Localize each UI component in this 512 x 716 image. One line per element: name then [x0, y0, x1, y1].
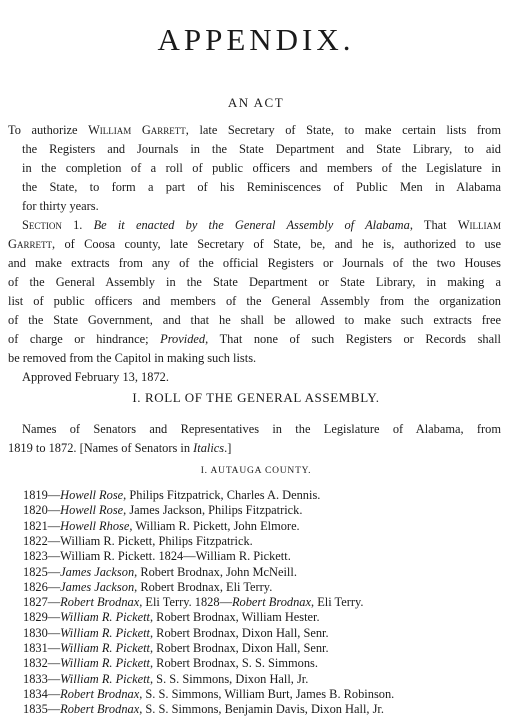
text-run: William Garrett	[88, 123, 186, 137]
text-run: Robert Brodnax	[60, 686, 140, 701]
text-run: Be it enacted by the General Assembly of Alabama	[93, 218, 410, 232]
text-run: the Registers and Journals in the State Department and State Library, to aid	[22, 142, 501, 156]
roll-entry	[23, 535, 493, 547]
page-title: APPENDIX.	[157, 22, 355, 57]
roll-entry	[23, 520, 493, 532]
text-run: , James Jackson, Philips Fitzpatrick.	[123, 503, 303, 518]
text-run: list of public officers and members of the General Assembly from the organization	[8, 294, 501, 308]
text-run: William R. Pickett	[60, 610, 150, 625]
roll-entry	[23, 504, 493, 516]
text-run: , Robert Brodnax, Dixon Hall, Senr.	[149, 625, 329, 640]
text-run: Names of Senators and Representatives in the Legislature of Alabama, from	[22, 422, 501, 436]
text-run: 1826—	[23, 579, 61, 594]
text-run: for thirty years.	[22, 199, 99, 213]
text-run: 1834—	[23, 686, 61, 701]
roll-entry	[23, 642, 493, 654]
text-line	[8, 442, 408, 454]
text-run: Howell Rose	[60, 488, 124, 502]
text-line	[8, 352, 408, 364]
text-run: in the completion of a roll of public officers and members of the Legislature in	[22, 161, 501, 175]
text-run: Approved February 13, 1872.	[22, 370, 169, 384]
text-line	[8, 333, 501, 345]
text-line	[8, 276, 501, 288]
text-run: 1830—	[23, 625, 61, 640]
roll-entry	[23, 566, 493, 578]
text-run: Italics	[193, 441, 225, 455]
text-line	[8, 295, 501, 307]
text-run: 1823—William R. Pickett. 1824—William R. Pickett.	[23, 549, 291, 564]
county-heading: I. AUTAUGA COUNTY.	[200, 466, 312, 476]
text-line	[8, 238, 501, 250]
text-run: To authorize	[8, 123, 89, 137]
roll-entry	[23, 550, 493, 562]
text-run: , Robert Brodnax, John McNeill.	[134, 564, 297, 579]
text-run: , Robert Brodnax, Dixon Hall, Senr.	[149, 641, 329, 655]
text-run: Provided	[160, 332, 206, 346]
text-run: , Eli Terry.	[311, 595, 364, 610]
text-run: 1819—	[23, 488, 61, 502]
text-line	[22, 371, 322, 383]
text-run: , That	[409, 218, 458, 232]
text-line	[22, 200, 322, 212]
text-run: Robert Brodnax	[60, 595, 140, 610]
text-run: Section 1.	[22, 218, 83, 232]
text-line	[22, 162, 501, 174]
text-run: , Philips Fitzpatrick, Charles A. Dennis.	[123, 488, 321, 502]
text-run: and make extracts from any of the official Registers or Journals of the two Houses	[8, 256, 501, 270]
text-line	[8, 124, 501, 136]
text-run: of the State Government, and that he shall be allowed to make such extracts free	[8, 313, 501, 327]
text-run: , William R. Pickett, John Elmore.	[129, 518, 300, 533]
text-run: William	[457, 218, 501, 232]
roll-entry	[23, 489, 493, 501]
text-run: the State, to form a part of his Reminiscences of Public Men in Alabama	[22, 180, 501, 194]
text-run: , S. S. Simmons, Benjamin Davis, Dixon Hall, Jr.	[139, 702, 384, 716]
text-run: , S. S. Simmons, Dixon Hall, Jr.	[149, 671, 309, 686]
text-run: 1822—William R. Pickett, Philips Fitzpatrick.	[23, 533, 253, 548]
act-heading: AN ACT	[227, 95, 285, 110]
text-run: James Jackson	[60, 564, 135, 579]
text-run: Garrett	[8, 237, 52, 251]
text-line	[8, 314, 501, 326]
text-run: , of Coosa county, late Secretary of State, be, and he is, authorized to use	[51, 237, 501, 251]
text-run: Robert Brodnax	[231, 595, 312, 610]
roll-entry	[23, 673, 493, 685]
roll-entry	[23, 596, 493, 608]
roll-entry	[23, 611, 493, 623]
text-run: , Robert Brodnax, Eli Terry.	[134, 579, 273, 594]
text-run: Howell Rhose	[60, 518, 130, 533]
text-line	[8, 257, 501, 269]
text-run: of the General Assembly in the State Department or State Library, in making a	[8, 275, 501, 289]
text-run: James Jackson	[60, 579, 135, 594]
text-run: 1829—	[23, 610, 61, 625]
text-run: William R. Pickett	[60, 656, 150, 671]
text-run: .]	[224, 441, 232, 455]
text-run: , Robert Brodnax, William Hester.	[149, 610, 320, 625]
text-line	[22, 143, 501, 155]
text-run: 1825—	[23, 564, 61, 579]
text-run: 1819 to 1872. [Names of Senators in	[8, 441, 194, 455]
text-run: , late Secretary of State, to make certain lists from	[185, 123, 501, 137]
roll-entry	[23, 581, 493, 593]
text-run: , Eli Terry. 1828—	[139, 595, 232, 610]
text-run: , That none of such Registers or Records shall	[205, 332, 502, 346]
section-heading: I. ROLL OF THE GENERAL ASSEMBLY.	[132, 390, 380, 405]
text-run: of charge or hindrance;	[8, 332, 161, 346]
roll-entry	[23, 627, 493, 639]
text-run: William R. Pickett	[60, 625, 150, 640]
roll-entry	[23, 703, 493, 715]
text-run: 1820—	[23, 503, 61, 518]
roll-entry	[23, 657, 493, 669]
roll-entry	[23, 688, 493, 700]
text-run: 1827—	[23, 595, 61, 610]
text-run: , S. S. Simmons, William Burt, James B. Robinson.	[139, 686, 395, 701]
text-run: 1821—	[23, 518, 61, 533]
text-run: William R. Pickett	[60, 641, 150, 655]
text-run: 1833—	[23, 671, 61, 686]
text-run: 1831—	[23, 641, 61, 655]
text-run: William R. Pickett	[60, 671, 150, 686]
text-run: 1832—	[23, 656, 61, 671]
text-line	[22, 423, 501, 435]
text-run: 1835—	[23, 702, 61, 716]
text-run	[82, 218, 93, 232]
text-run: be removed from the Capitol in making such lists.	[8, 351, 257, 365]
text-line	[22, 219, 501, 231]
text-line	[22, 181, 501, 193]
text-run: Howell Rose	[60, 503, 124, 518]
text-run: Robert Brodnax	[60, 702, 140, 716]
text-run: , Robert Brodnax, S. S. Simmons.	[149, 656, 318, 671]
